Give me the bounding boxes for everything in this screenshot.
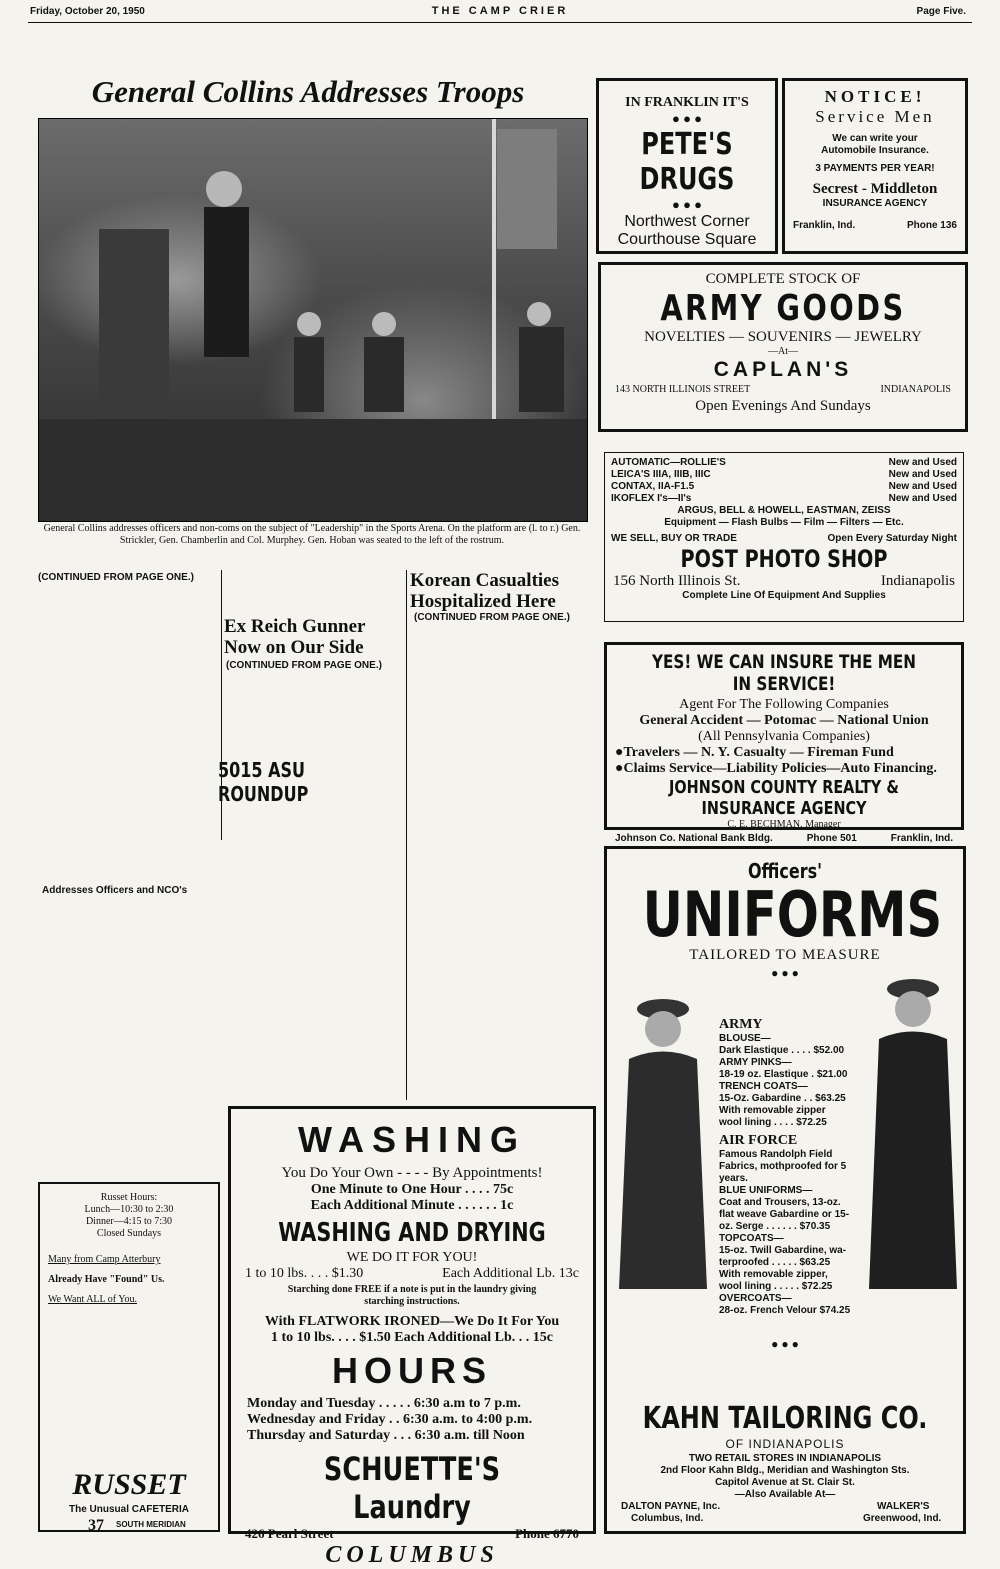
notice-phone: Phone 136 [906, 220, 957, 231]
camera-item-3 [611, 493, 957, 505]
russet-lunch: Lunch—10:30 to 2:30 [84, 1204, 174, 1215]
korean-continued: (CONTINUED FROM PAGE ONE.) [414, 612, 570, 623]
collins-subhead: Addresses Officers and NCO's [42, 885, 188, 896]
photo-shop-supplies: Complete Line Of Equipment And Supplies [682, 590, 886, 601]
russet-logo: RUSSET [72, 1468, 186, 1501]
camera-item-name: AUTOMATIC—ROLLIE'S [611, 457, 726, 468]
notice-line-1: We can write your [832, 133, 918, 144]
notice-contact-row [785, 210, 965, 232]
russet-dinner: Dinner—4:15 to 7:30 [85, 1216, 173, 1227]
washing-line-2: One Minute to One Hour . . . . 75c [310, 1182, 514, 1197]
washing-price-row [231, 1266, 593, 1282]
washing-price-base: 1 to 10 lbs. . . . $1.30 [245, 1266, 364, 1281]
camera-item-status: New and Used [888, 493, 957, 504]
laundry-address: 426 Pearl Street [245, 1526, 334, 1541]
camera-item-status: New and Used [888, 457, 957, 468]
collins-continued: (CONTINUED FROM PAGE ONE.) [38, 572, 194, 583]
insurance-headline: YES! WE CAN INSURE THE MEN IN SERVICE! [652, 651, 916, 695]
caplans-hours: Open Evenings And Sundays [695, 398, 871, 414]
notice-city: Franklin, Ind. [793, 220, 856, 231]
notice-line-2: Automobile Insurance. [821, 145, 929, 156]
washing-drying-title: WASHING AND DRYING [278, 1218, 546, 1248]
photo-illustration [39, 119, 587, 521]
camera-item-2 [611, 481, 957, 493]
camera-item-0 [611, 457, 957, 469]
notice-insurance-ad [782, 78, 968, 254]
air-force-price-line-3: BLUE UNIFORMS— [719, 1185, 813, 1196]
washing-flatwork: With FLATWORK IRONED—We Do It For You [264, 1314, 560, 1329]
caplans-street: 143 NORTH ILLINOIS STREET [615, 384, 751, 395]
insurance-phone: Phone 501 [806, 833, 857, 844]
photo-shop-trade: WE SELL, BUY OR TRADE [611, 533, 737, 544]
roundup-headline: 5015 ASU ROUNDUP [218, 758, 309, 806]
dealer-1-city: Columbus, Ind. [631, 1513, 704, 1524]
main-headline: General Collins Addresses Troops [91, 74, 525, 109]
army-goods-intro: COMPLETE STOCK OF [705, 271, 861, 287]
washing-line-4: WE DO IT FOR YOU! [346, 1250, 478, 1265]
army-price-line-1: Dark Elastique . . . . $52.00 [719, 1045, 845, 1056]
washing-flatwork-price: 1 to 10 lbs. . . . $1.50 Each Additional Lb. . . 15c [271, 1330, 553, 1345]
kahn-city: OF INDIANAPOLIS [725, 1437, 845, 1451]
insurance-ad [604, 642, 964, 844]
air-force-price-line-6: oz. Serge . . . . . . $70.35 [719, 1221, 831, 1232]
petes-bullets-top: ● ● ● [671, 111, 703, 126]
uniforms-tailored: TAILORED TO MEASURE [689, 947, 881, 963]
insurance-building: Johnson Co. National Bank Bldg. [615, 833, 773, 844]
photo-shop-open: Open Every Saturday Night [827, 533, 957, 544]
army-goods-at: —At— [768, 346, 798, 357]
air-force-officer-figure [865, 969, 961, 1289]
camera-item-name: IKOFLEX I's—II's [611, 493, 692, 504]
camera-item-status: New and Used [888, 469, 957, 480]
post-photo-ad [604, 452, 964, 622]
kahn-stores: TWO RETAIL STORES IN INDIANAPOLIS [688, 1453, 882, 1464]
washing-title: WASHING [297, 1119, 526, 1160]
russet-tagline: The Unusual CAFETERIA [68, 1504, 189, 1515]
caplans-name: CAPLAN'S [713, 358, 853, 381]
army-price-line-2: ARMY PINKS— [719, 1057, 792, 1068]
russet-closed: Closed Sundays [96, 1228, 162, 1239]
petes-bullets-bottom: ● ● ● [671, 197, 703, 212]
korean-headline: Korean Casualties Hospitalized Here [410, 570, 560, 612]
paper-title: THE CAMP CRIER [431, 5, 569, 17]
army-price-line-6: With removable zipper [719, 1105, 826, 1116]
camera-item-name: CONTAX, IIA-F1.5 [611, 481, 695, 492]
russet-address-street: SOUTH MERIDIAN [116, 1520, 186, 1529]
insurance-line-4: ●Travelers — N. Y. Casualty — Fireman Fund [615, 745, 894, 760]
collins-photo [38, 118, 588, 522]
kahn-store-2: Capitol Avenue at St. Clair St. [715, 1477, 855, 1488]
army-price-line-7: wool lining . . . . $72.25 [719, 1117, 827, 1128]
army-price-line-0: BLOUSE— [719, 1033, 771, 1044]
page-number: Page Five. [916, 6, 966, 17]
insurance-line-1: Agent For The Following Companies [679, 697, 889, 712]
air-force-price-list [719, 1149, 865, 1317]
army-heading: ARMY [719, 1017, 763, 1032]
russet-address-number: 37 [88, 1517, 104, 1534]
camera-item-name: LEICA'S IIIA, IIIB, IIIC [611, 469, 711, 480]
army-goods-line: NOVELTIES — SOUVENIRS — JEWELRY [644, 329, 922, 345]
petes-drugs-ad [596, 78, 778, 254]
dealer-1: DALTON PAYNE, Inc. [621, 1501, 721, 1512]
petes-address-1: Northwest Corner [624, 213, 750, 230]
air-force-price-line-2: years. [719, 1173, 748, 1184]
russet-ad [38, 1182, 220, 1532]
air-force-price-line-12: OVERCOATS— [719, 1293, 792, 1304]
petes-intro: IN FRANKLIN IT'S [625, 95, 749, 110]
insurance-contact-row [607, 831, 961, 847]
notice-title: NOTICE! [824, 87, 926, 106]
insurance-line-3: (All Pennsylvania Companies) [698, 729, 870, 744]
air-force-price-line-7: TOPCOATS— [719, 1233, 784, 1244]
uniforms-title: UNIFORMS [642, 878, 943, 951]
issue-date: Friday, October 20, 1950 [30, 6, 145, 17]
air-force-price-line-4: Coat and Trousers, 13-oz. [719, 1197, 841, 1208]
caplans-address-row [601, 382, 965, 398]
post-photo-shop-name: POST PHOTO SHOP [680, 545, 888, 573]
notice-agency-name: Secrest - Middleton [812, 181, 938, 197]
photo-shop-trade-row [605, 529, 963, 545]
russet-line2: Already Have "Found" Us. [48, 1274, 165, 1285]
petes-name: PETE'S DRUGS [639, 127, 735, 197]
notice-line-3: 3 PAYMENTS PER YEAR! [815, 163, 935, 174]
laundry-brand: SCHUETTE'S Laundry [323, 1450, 501, 1526]
air-force-price-line-0: Famous Randolph Field [719, 1149, 833, 1160]
laundry-city: COLUMBUS [325, 1542, 499, 1568]
washing-hours-3: Thursday and Saturday . . . 6:30 a.m. till Noon [247, 1428, 525, 1443]
camera-equipment: Equipment — Flash Bulbs — Film — Filters — Etc. [664, 517, 904, 528]
insurance-line-5: ●Claims Service—Liability Policies—Auto Financing. [615, 761, 937, 776]
air-force-price-line-10: With removable zipper, [719, 1269, 828, 1280]
photo-shop-address: 156 North Illinois St. [613, 573, 741, 589]
camera-item-1 [611, 469, 957, 481]
army-goods-ad [598, 262, 968, 432]
russet-hours-title: Russet Hours: [100, 1192, 158, 1203]
ex-reich-headline: Ex Reich Gunner Now on Our Side [224, 616, 366, 658]
washing-hours-1: Monday and Tuesday . . . . . 6:30 a.m to 7 p.m. [247, 1396, 521, 1411]
uniform-prices [719, 1017, 865, 1317]
insurance-line-2: General Accident — Potomac — National Union [639, 713, 929, 728]
dealer-2: WALKER'S [877, 1501, 930, 1512]
army-officer-figure [615, 989, 711, 1289]
army-price-line-5: 15-Oz. Gabardine . . $63.25 [719, 1093, 846, 1104]
dealer-2-city: Greenwood, Ind. [863, 1513, 942, 1524]
washing-starch-note: Starching done FREE if a note is put in the laundry giving starching instructions. [287, 1284, 537, 1307]
photo-caption: General Collins addresses officers and non-coms on the subject of "Leadership" in the Sports Arena. On the platform are (l. to r.) Gen. Strickler, Gen. Chamberlin and Col. Murphey. Gen. Hoban was seated to the left of the rostrum. [43, 523, 581, 546]
insurance-agency-name: JOHNSON COUNTY REALTY & INSURANCE AGENCY [669, 777, 899, 819]
uniforms-officers: Officers' [747, 859, 823, 883]
photo-shop-address-row [605, 573, 963, 590]
insurance-city: Franklin, Ind. [890, 833, 953, 844]
photo-shop-city: Indianapolis [880, 573, 955, 589]
camera-brands: ARGUS, BELL & HOWELL, EASTMAN, ZEISS [677, 505, 891, 516]
uniforms-bullets-bottom: ● ● ● [771, 1337, 799, 1351]
washing-line-1: You Do Your Own - - - - By Appointments! [281, 1165, 543, 1181]
ex-reich-continued: (CONTINUED FROM PAGE ONE.) [226, 660, 382, 671]
air-force-price-line-13: 28-oz. French Velour $74.25 [719, 1305, 851, 1316]
russet-line1: Many from Camp Atterbury [48, 1254, 161, 1265]
caplans-city: INDIANAPOLIS [880, 384, 951, 395]
air-force-heading: AIR FORCE [719, 1133, 798, 1148]
uniforms-ad [604, 846, 966, 1534]
army-price-line-3: 18-19 oz. Elastique . $21.00 [719, 1069, 848, 1080]
washing-price-extra: Each Additional Lb. 13c [442, 1266, 579, 1281]
uniforms-bullets-top: ● ● ● [771, 966, 799, 980]
army-price-line-4: TRENCH COATS— [719, 1081, 808, 1092]
washing-hours-title: HOURS [331, 1350, 492, 1391]
insurance-manager: C. E. BECHMAN, Manager [727, 819, 841, 830]
washing-hours-2: Wednesday and Friday . . 6:30 a.m. to 4:00 p.m. [247, 1412, 533, 1427]
army-goods-title: ARMY GOODS [660, 288, 906, 329]
air-force-price-line-8: 15-oz. Twill Gabardine, wa- [719, 1245, 847, 1256]
air-force-price-line-11: wool lining . . . . . $72.25 [719, 1281, 833, 1292]
camera-list [605, 453, 963, 505]
washing-line-3: Each Additional Minute . . . . . . 1c [310, 1198, 514, 1213]
petes-address-2: Courthouse Square [617, 231, 757, 248]
army-price-list [719, 1033, 865, 1129]
laundry-contact-row [231, 1526, 593, 1542]
air-force-price-line-1: Fabrics, mothproofed for 5 [719, 1161, 847, 1172]
notice-agency-type: INSURANCE AGENCY [822, 198, 928, 209]
notice-subtitle: Service Men [815, 107, 935, 126]
russet-line3: We Want ALL of You. [48, 1294, 137, 1305]
laundry-phone: Phone 6770 [515, 1526, 579, 1541]
air-force-price-line-5: flat weave Gabardine or 15- [719, 1209, 850, 1220]
kahn-store-1: 2nd Floor Kahn Bldg., Meridian and Washington Sts. [660, 1465, 910, 1476]
camera-item-status: New and Used [888, 481, 957, 492]
kahn-name: KAHN TAILORING CO. [642, 1401, 928, 1436]
kahn-also: —Also Available At— [734, 1489, 836, 1500]
air-force-price-line-9: terproofed . . . . . $63.25 [719, 1257, 831, 1268]
washing-ad [228, 1106, 596, 1568]
